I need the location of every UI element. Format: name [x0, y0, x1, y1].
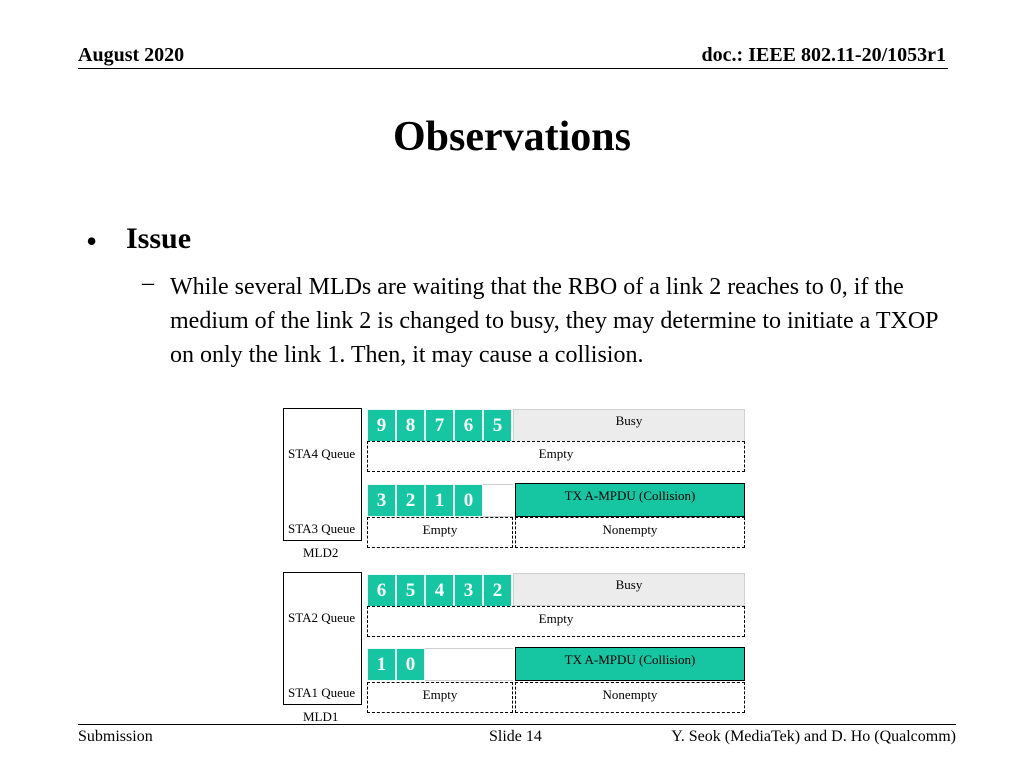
sta4-counter-cell: 7 [425, 409, 454, 442]
sta2-counter-cell: 4 [425, 574, 454, 607]
sta2-counter-cell: 2 [483, 574, 512, 607]
sta2-counter-cell: 5 [396, 574, 425, 607]
sta4-counter-cell: 9 [367, 409, 396, 442]
footer-authors: Y. Seok (MediaTek) and D. Ho (Qualcomm) [671, 728, 956, 745]
sta4-queue-label: STA4 Queue [288, 446, 356, 461]
sta4-counter-cell: 5 [483, 409, 512, 442]
sta3-counter-tail [483, 484, 513, 517]
sta1-counter-cell: 1 [367, 648, 396, 681]
sta2-queue-empty: Empty [367, 606, 745, 637]
sta2-busy-block: Busy [513, 573, 745, 606]
sta4-busy-block: Busy [513, 409, 745, 442]
sta3-counter-cell: 0 [454, 484, 483, 517]
sta4-queue-empty: Empty [367, 441, 745, 472]
header-doc-id: doc.: IEEE 802.11-20/1053r1 [701, 44, 946, 66]
sta2-counter-cell: 3 [454, 574, 483, 607]
sta4-counter-cell: 8 [396, 409, 425, 442]
footer-slide-number: Slide 14 [489, 728, 542, 745]
sta3-counter-cell: 3 [367, 484, 396, 517]
sta1-counter-tail [425, 648, 513, 681]
header-date: August 2020 [78, 44, 185, 66]
sta1-tx-ampdu: TX A-MPDU (Collision) [515, 647, 745, 681]
footer-rule [78, 724, 956, 725]
sta3-counter-cell: 2 [396, 484, 425, 517]
sub-bullet-dash: – [142, 270, 154, 296]
sta3-queue-label: STA3 Queue [288, 521, 356, 536]
bullet-marker: • [86, 223, 98, 259]
sta4-counter-cell: 6 [454, 409, 483, 442]
footer-submission: Submission [78, 728, 153, 745]
sta3-counter-cell: 1 [425, 484, 454, 517]
sta2-counter-cell: 6 [367, 574, 396, 607]
sta3-queue-empty: Empty [367, 517, 513, 548]
sta1-queue-label: STA1 Queue [288, 685, 356, 700]
sta2-queue-label: STA2 Queue [288, 610, 356, 625]
header-rule [78, 68, 948, 69]
sta1-queue-nonempty: Nonempty [515, 682, 745, 713]
sta1-counter-cell: 0 [396, 648, 425, 681]
sta1-queue-empty: Empty [367, 682, 513, 713]
sta3-queue-nonempty: Nonempty [515, 517, 745, 548]
slide-title: Observations [392, 114, 631, 160]
mld1-label: MLD1 [303, 709, 339, 724]
sta3-tx-ampdu: TX A-MPDU (Collision) [515, 483, 745, 517]
bullet-heading: Issue [126, 222, 192, 255]
mld2-label: MLD2 [303, 545, 339, 560]
sub-bullet-text: While several MLDs are waiting that the RBO of a link 2 reaches to 0, if the medium of the link 2 is changed to busy, they may determine to initiate a TXOP on only the link 1. Then, it may cause a collision. [170, 274, 938, 368]
